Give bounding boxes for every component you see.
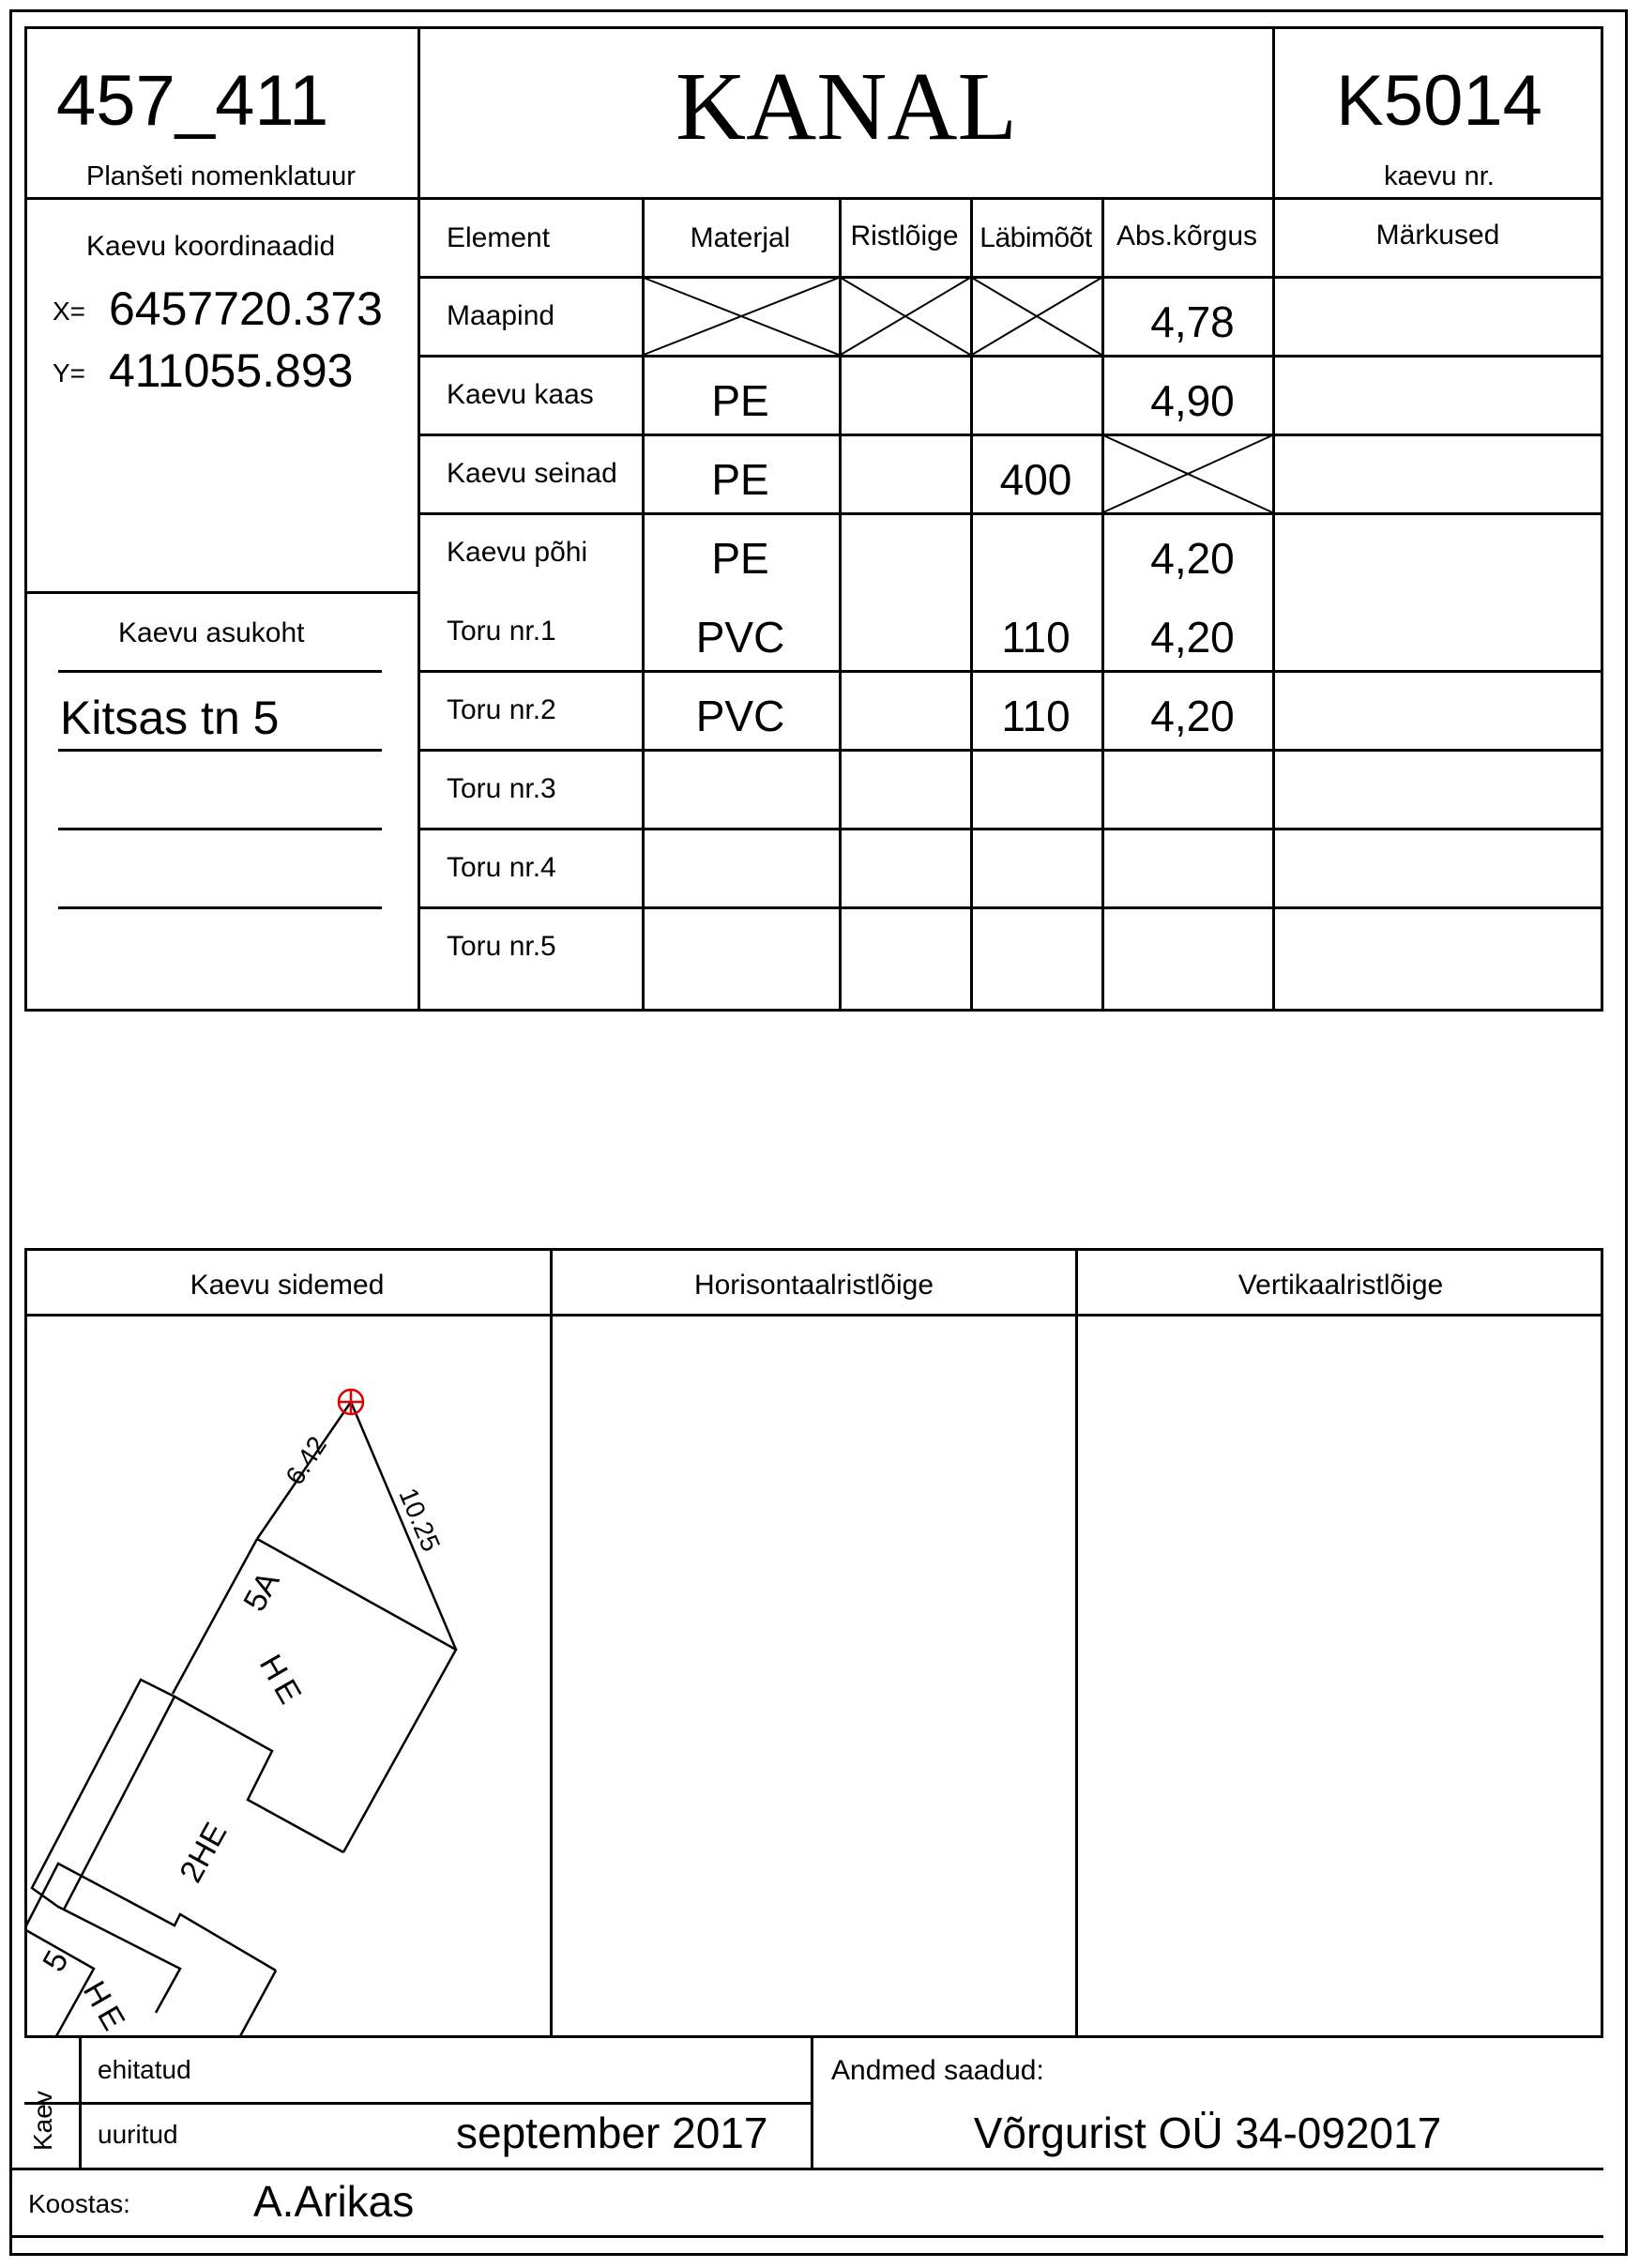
- page-title: KANAL: [676, 53, 1017, 160]
- surveyed-value: september 2017: [456, 2108, 768, 2157]
- table-row-abs-height: 4,78: [1150, 297, 1235, 346]
- surveyed-label: uuritud: [98, 2120, 178, 2149]
- table-row-abs-height: 4,20: [1150, 692, 1235, 740]
- column-header-abs-height: Abs.kõrgus: [1116, 221, 1258, 251]
- table-row-material: PE: [711, 376, 769, 425]
- table-row-element: Toru nr.2: [447, 694, 556, 725]
- table-row-diameter: 110: [1001, 613, 1071, 662]
- table-row-element: Toru nr.5: [447, 931, 556, 962]
- table-row-element: Kaevu kaas: [447, 379, 594, 410]
- divider: [418, 670, 1603, 673]
- building-label-5: 5: [36, 1944, 76, 1978]
- section-horizontal-title: Horisontaalristlõige: [693, 1270, 934, 1301]
- nomenclature-label: Planšeti nomenklatuur: [86, 161, 356, 191]
- table-row-element: Toru nr.4: [447, 852, 556, 883]
- divider: [1101, 197, 1104, 1012]
- data-from-value: Võrgurist OÜ 34-092017: [973, 2108, 1442, 2157]
- divider: [9, 2235, 1603, 2238]
- table-row-element: Toru nr.3: [447, 773, 556, 804]
- column-header-cross-section: Ristlõige: [850, 221, 959, 251]
- divider: [79, 2036, 82, 2169]
- column-header-element: Element: [447, 222, 551, 253]
- divider: [418, 906, 1603, 909]
- table-row-material: PVC: [695, 613, 785, 662]
- table-row-element: Kaevu seinad: [447, 458, 617, 489]
- building-label-5a: 5A: [236, 1565, 287, 1618]
- lower-frame: [24, 1248, 1603, 2042]
- location-line: [58, 749, 382, 752]
- divider: [418, 434, 1603, 436]
- x-label: X=: [53, 297, 86, 326]
- well-number-value: K5014: [1336, 61, 1542, 141]
- divider: [1075, 1248, 1078, 2038]
- location-line: [58, 828, 382, 830]
- divider: [418, 276, 1603, 279]
- divider: [418, 512, 1603, 515]
- kaev-label: Kaev: [28, 2091, 57, 2151]
- location-value: Kitsas tn 5: [60, 692, 280, 744]
- table-row-material: PE: [711, 455, 769, 504]
- divider: [418, 355, 1603, 358]
- built-label: ehitatud: [98, 2055, 191, 2084]
- divider: [418, 197, 420, 1012]
- table-row-element: Kaevu põhi: [447, 537, 588, 568]
- divider: [550, 1248, 553, 2038]
- coordinates-label: Kaevu koordinaadid: [86, 231, 336, 262]
- section-connections-title: Kaevu sidemed: [190, 1270, 385, 1301]
- divider: [970, 197, 973, 1012]
- y-label: Y=: [53, 358, 86, 388]
- tie-distance-label: 6.42: [280, 1431, 333, 1490]
- author-label: Koostas:: [28, 2189, 130, 2218]
- y-coordinate: 411055.893: [109, 344, 354, 397]
- table-row-material: PVC: [695, 692, 785, 740]
- divider: [24, 197, 1603, 200]
- table-row-element: Toru nr.1: [447, 616, 556, 647]
- table-row-diameter: 400: [999, 455, 1072, 504]
- tie-distance-label: 10.25: [393, 1484, 447, 1556]
- location-line: [58, 906, 382, 909]
- divider: [418, 749, 1603, 752]
- table-row-abs-height: 4,20: [1150, 613, 1235, 662]
- x-coordinate: 6457720.373: [109, 282, 383, 335]
- divider: [418, 828, 1603, 830]
- section-vertical-title: Vertikaalristlõige: [1238, 1270, 1444, 1301]
- data-from-label: Andmed saadud:: [831, 2055, 1044, 2086]
- building-label-2he: 2HE: [173, 1817, 235, 1889]
- table-row-diameter: 110: [1001, 692, 1071, 740]
- author-value: A.Arikas: [253, 2177, 415, 2226]
- divider: [24, 1314, 1603, 1317]
- location-line: [58, 670, 382, 673]
- building-label-he: HE: [251, 1649, 311, 1715]
- divider: [24, 2102, 812, 2105]
- divider: [642, 197, 645, 1012]
- column-header-diameter: Läbimõõt: [979, 222, 1092, 253]
- nomenclature-value: 457_411: [56, 61, 329, 141]
- table-row-abs-height: 4,20: [1150, 534, 1235, 583]
- column-header-material: Materjal: [690, 222, 791, 253]
- divider: [839, 197, 842, 1012]
- divider: [9, 2168, 1603, 2170]
- location-label: Kaevu asukoht: [118, 617, 305, 648]
- well-number-label: kaevu nr.: [1384, 161, 1495, 191]
- divider: [24, 591, 418, 594]
- column-header-notes: Märkused: [1375, 220, 1500, 251]
- table-row-abs-height: 4,90: [1150, 376, 1235, 425]
- building-label-he: HE: [75, 1975, 135, 2042]
- table-row-material: PE: [711, 534, 769, 583]
- table-row-element: Maapind: [447, 300, 555, 331]
